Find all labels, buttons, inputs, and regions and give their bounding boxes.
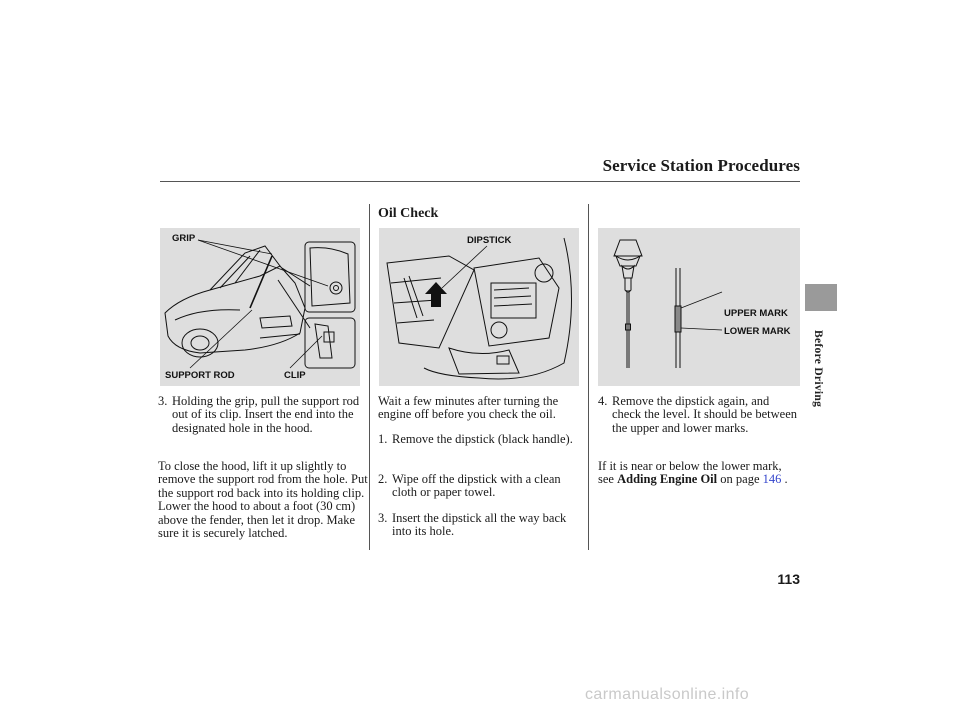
page-title: Service Station Procedures [602,156,800,175]
support-rod-label: SUPPORT ROD [165,370,235,381]
hood-support-figure [160,228,360,386]
para-mid: on page [720,472,760,487]
step-text: Holding the grip, pull the support rod out of its clip. Insert the end into the designated hole in the hood. [172,394,360,435]
step-4-check-level [598,395,800,435]
step-number: 3. [378,511,388,525]
adding-oil-paragraph [598,460,800,487]
page-number: 113 [777,571,800,587]
engine-bay-figure [379,228,579,386]
engine-illustration [379,228,579,386]
section-title: Oil Check [378,206,439,221]
para-end: . [784,472,788,487]
dipstick-figure [598,228,800,386]
step-3-insert [378,512,583,539]
step-number: 4. [598,394,608,408]
step-text: Insert the dipstick all the way back into its hole. [392,511,567,539]
upper-mark-label: UPPER MARK [724,308,788,319]
step-2-wipe [378,473,583,500]
close-hood-paragraph: To close the hood, lift it up slightly to remove the support rod from the hole. Put the support rod back into its holding clip. Lower the hood to about a foot (30 cm) above the fender, then let it drop. Make sure it is securely latched. [158,459,368,541]
step-text: Remove the dipstick again, and check the level. It should be between the upper and lower marks. [612,394,797,435]
step-1-remove [378,433,583,446]
adding-engine-oil-reference: Adding Engine Oil [617,472,718,487]
step-text: Wipe off the dipstick with a clean cloth or paper towel. [392,472,561,500]
section-tab-label: Before Driving [812,330,824,408]
step-number: 2. [378,472,388,486]
step-3-hood [158,395,368,435]
oil-check-intro: Wait a few minutes after turning the engine off before you check the oil. [378,394,559,422]
section-tab-marker [805,284,837,311]
dipstick-label: DIPSTICK [467,235,512,246]
step-number: 3. [158,394,168,408]
dipstick-illustration [598,228,800,386]
lower-mark-label: LOWER MARK [724,326,791,337]
hood-illustration [160,228,360,386]
para-prefix: If it is near or below the lower mark, see [598,459,782,487]
page-146-link[interactable]: 146 [762,472,782,487]
column-divider-2 [588,204,589,550]
step-number: 1. [378,432,388,446]
column-divider-1 [369,204,370,550]
header-divider [160,181,800,182]
grip-label: GRIP [172,233,196,244]
watermark: carmanualsonline.info [585,686,750,703]
clip-label: CLIP [284,370,306,381]
step-text: Remove the dipstick (black handle). [392,432,573,446]
